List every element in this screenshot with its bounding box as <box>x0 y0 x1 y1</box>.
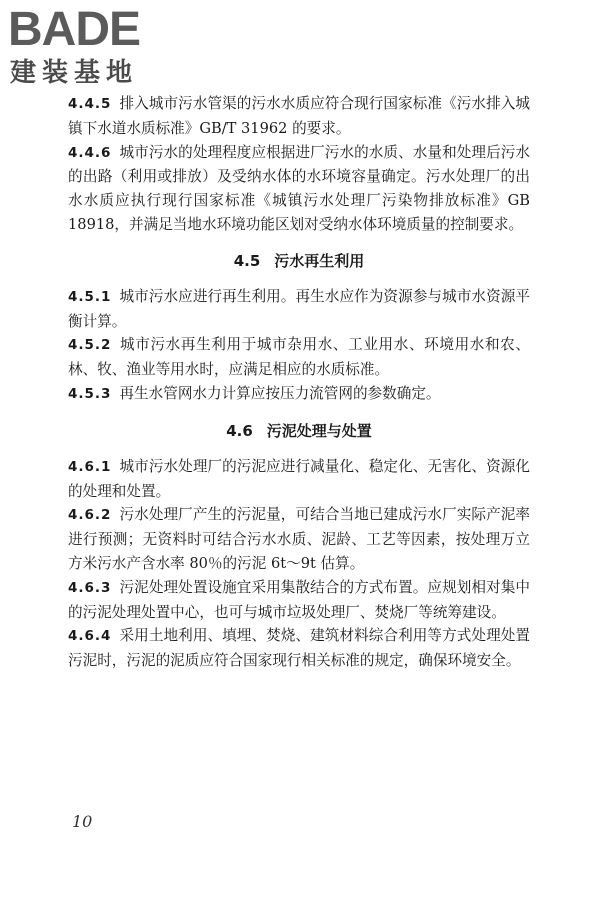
clause-number: 4.6.3 <box>68 579 112 596</box>
clause-number: 4.6.4 <box>68 628 112 645</box>
clause-number: 4.5.2 <box>68 337 112 354</box>
section-heading-4-6 <box>68 419 530 443</box>
clause-4-6-4 <box>68 624 530 673</box>
clause-number: 4.6.1 <box>68 458 112 475</box>
clause-4-4-5 <box>68 92 530 141</box>
clause-text: 城市污水再生利用于城市杂用水、工业用水、环境用水和农、林、牧、渔业等用水时，应满足相应的水质标准。 <box>68 336 530 379</box>
clause-4-4-6 <box>68 141 530 237</box>
clause-4-5-3 <box>68 382 530 407</box>
section-title: 污泥处理与处置 <box>266 421 372 440</box>
document-body <box>68 92 530 673</box>
clause-4-6-2 <box>68 503 530 575</box>
clause-4-6-1 <box>68 455 530 504</box>
clause-text: 采用土地利用、填埋、焚烧、建筑材料综合利用等方式处理处置污泥时，污泥的泥质应符合国家现行相关标准的规定，确保环境安全。 <box>68 627 530 670</box>
clause-4-5-2 <box>68 333 530 382</box>
page-number: 10 <box>72 812 93 831</box>
clause-text: 污水处理厂产生的污泥量，可结合当地已建成污水厂实际产泥率进行预测；无资料时可结合污水水质、泥龄、工艺等因素，按处理万立方米污水产含水率 80％的污泥 6t～9t 估算。 <box>68 506 530 572</box>
section-title: 污水再生利用 <box>274 251 365 270</box>
clause-4-6-3 <box>68 576 530 625</box>
section-number: 4.6 <box>226 421 253 440</box>
clause-text: 污泥处理处置设施宜采用集散结合的方式布置。应规划相对集中的污泥处理处置中心，也可与城市垃圾处理厂、焚烧厂等统筹建设。 <box>68 578 530 621</box>
clause-number: 4.4.6 <box>68 144 112 161</box>
logo-latin-text: BADE <box>8 3 141 56</box>
clause-text: 城市污水应进行再生利用。再生水应作为资源参与城市水资源平衡计算。 <box>68 287 530 330</box>
clause-text: 城市污水的处理程度应根据进厂污水的水质、水量和处理后污水的出路（利用或排放）及受纳水体的水环境容量确定。污水处理厂的出水水质应执行现行国家标准《城镇污水处理厂污染物排放标准》GB 18918，并满足当地水环境功能区划对受纳水体环境质量的控制要求。 <box>68 143 530 233</box>
clause-text: 排入城市污水管渠的污水水质应符合现行国家标准《污水排入城镇下水道水质标准》GB/T 31962 的要求。 <box>68 95 530 137</box>
clause-number: 4.5.3 <box>68 385 112 402</box>
section-number: 4.5 <box>233 251 261 270</box>
brand-logo <box>8 3 178 90</box>
clause-number: 4.5.1 <box>68 288 112 305</box>
logo-chinese-text: 建装基地 <box>10 58 139 88</box>
clause-number: 4.6.2 <box>68 507 112 524</box>
clause-text: 再生水管网水力计算应按压力流管网的参数确定。 <box>119 384 441 402</box>
clause-text: 城市污水处理厂的污泥应进行减量化、稳定化、无害化、资源化的处理和处置。 <box>68 457 530 500</box>
section-heading-4-5 <box>68 249 530 273</box>
clause-4-5-1 <box>68 285 530 334</box>
clause-number: 4.4.5 <box>68 96 112 112</box>
